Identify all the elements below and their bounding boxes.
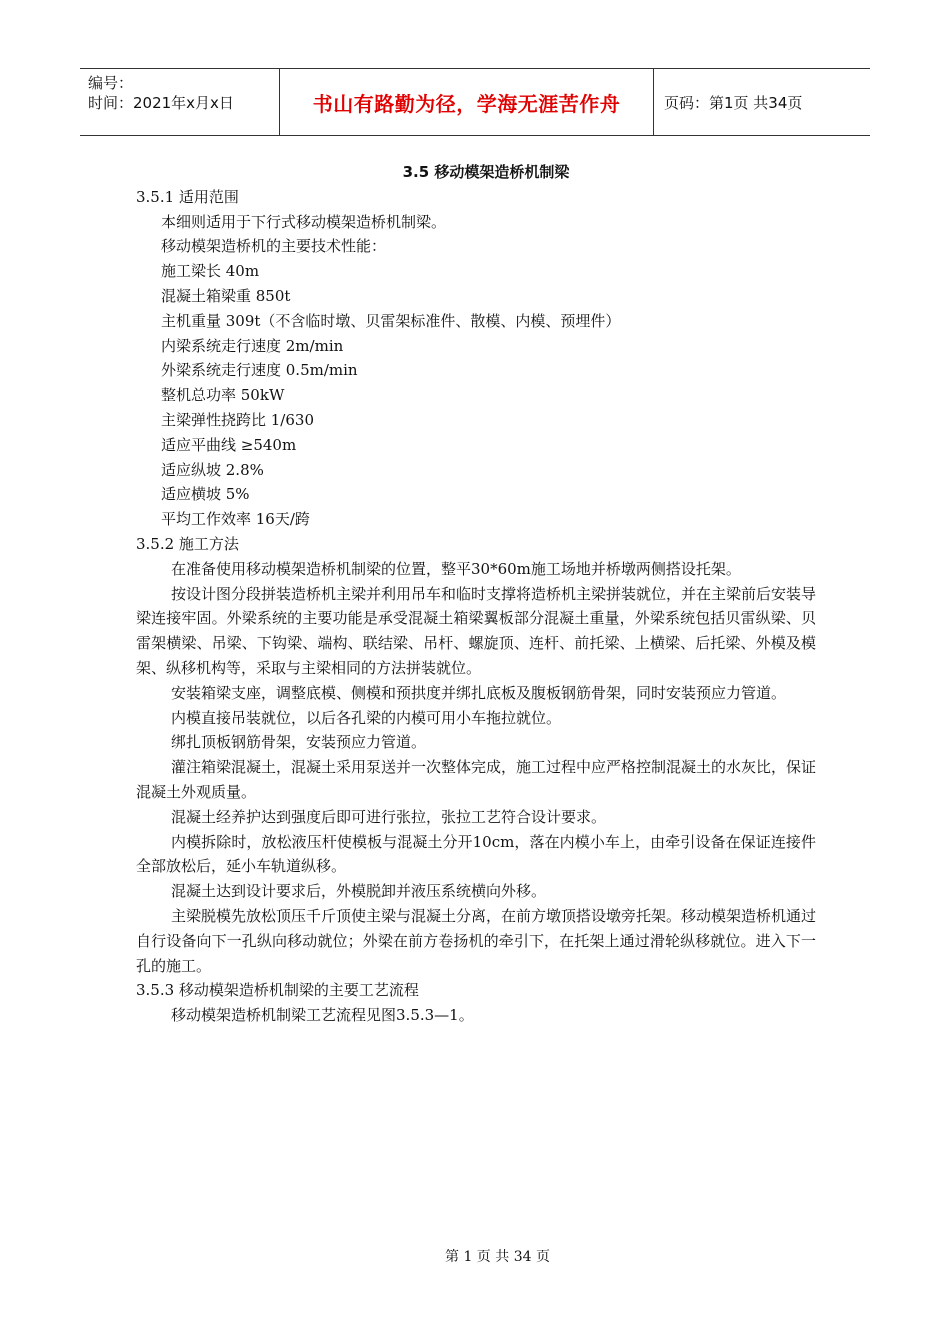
subsection-heading-process: 3.5.3 移动模架造桥机制梁的主要工艺流程 xyxy=(136,981,419,1000)
document-body xyxy=(136,160,816,1028)
subsection-heading-method: 3.5.2 施工方法 xyxy=(136,534,239,553)
spec-line: 内梁系统走行速度 2m/min xyxy=(161,336,344,355)
subsection-heading-scope: 3.5.1 适用范围 xyxy=(136,187,239,206)
method-paragraph: 内模直接吊装就位，以后各孔梁的内模可用小车拖拉就位。 xyxy=(171,708,562,727)
scope-line: 移动模架造桥机的主要技术性能： xyxy=(161,237,387,256)
spec-line: 适应横坡 5% xyxy=(161,485,250,504)
method-paragraph: 安装箱梁支座，调整底模、侧模和预拱度并绑扎底板及腹板钢筋骨架，同时安装预应力管道。 xyxy=(171,683,787,702)
spec-line: 主机重量 309t（不含临时墩、贝雷架标准件、散模、内模、预埋件） xyxy=(161,311,621,330)
header-motto-cell xyxy=(280,69,654,135)
method-paragraphs xyxy=(136,557,816,979)
document-number-label: 编号： xyxy=(88,74,134,92)
scope-line: 本细则适用于下行式移动模架造桥机制梁。 xyxy=(161,212,447,231)
method-paragraph: 混凝土达到设计要求后，外模脱卸并液压系统横向外移。 xyxy=(171,882,547,901)
spec-line: 外梁系统走行速度 0.5m/min xyxy=(161,361,358,380)
page-footer: 第 1 页 共 34 页 xyxy=(445,1249,550,1265)
page-header xyxy=(80,68,870,136)
method-paragraph: 混凝土经养护达到强度后即可进行张拉，张拉工艺符合设计要求。 xyxy=(171,807,607,826)
spec-line: 主梁弹性挠跨比 1/630 xyxy=(161,410,314,429)
spec-line: 平均工作效率 16天/跨 xyxy=(161,510,310,529)
method-paragraph: 内模拆除时，放松液压杆使模板与混凝土分开10cm，落在内模小车上，由牵引设备在保证连接件全部放松后，延小车轨道纵移。 xyxy=(136,832,816,876)
header-meta xyxy=(80,69,280,135)
method-paragraph: 主梁脱模先放松顶压千斤顶使主梁与混凝土分离，在前方墩顶搭设墩旁托架。移动模架造桥机通过自行设备向下一孔纵向移动就位；外梁在前方卷扬机的牵引下，在托架上通过滑轮纵移就位。进入下一孔的施工。 xyxy=(136,906,817,975)
spec-line: 适应纵坡 2.8% xyxy=(161,460,264,479)
spec-line: 混凝土箱梁重 850t xyxy=(161,286,291,305)
section-title: 3.5 移动模架造桥机制梁 xyxy=(402,163,570,181)
spec-line: 适应平曲线 ≥540m xyxy=(161,435,297,454)
method-paragraph: 在准备使用移动模架造桥机制梁的位置，整平30*60m施工场地并桥墩两侧搭设托架。 xyxy=(171,559,741,578)
header-page-info: 页码：第1页 共34页 xyxy=(664,93,803,112)
method-paragraph: 绑扎顶板钢筋骨架，安装预应力管道。 xyxy=(171,733,427,752)
spec-line: 整机总功率 50kW xyxy=(161,386,285,405)
method-paragraph: 按设计图分段拼装造桥机主梁并利用吊车和临时支撑将造桥机主梁拼装就位，并在主梁前后安装导梁连接牢固。外梁系统的主要功能是承受混凝土箱梁翼板部分混凝土重量，外梁系统包括贝雷纵梁、贝雷架横梁、吊梁、下钩梁、端构、联结梁、吊杆、螺旋顶、连杆、前托梁、上横梁、后托梁、外模及模架、纵移机构等，采取与主梁相同的方法拼装就位。 xyxy=(136,584,817,677)
process-paragraph: 移动模架造桥机制梁工艺流程见图3.5.3—1。 xyxy=(171,1006,474,1025)
method-paragraph: 灌注箱梁混凝土，混凝土采用泵送并一次整体完成，施工过程中应严格控制混凝土的水灰比，保证混凝土外观质量。 xyxy=(136,758,817,801)
spec-line: 施工梁长 40m xyxy=(161,262,260,281)
header-motto: 书山有路勤为径，学海无涯苦作舟 xyxy=(312,91,621,116)
scope-list xyxy=(136,210,816,532)
document-date: 时间：2021年x月x日 xyxy=(88,94,234,112)
header-page-cell xyxy=(654,69,870,135)
